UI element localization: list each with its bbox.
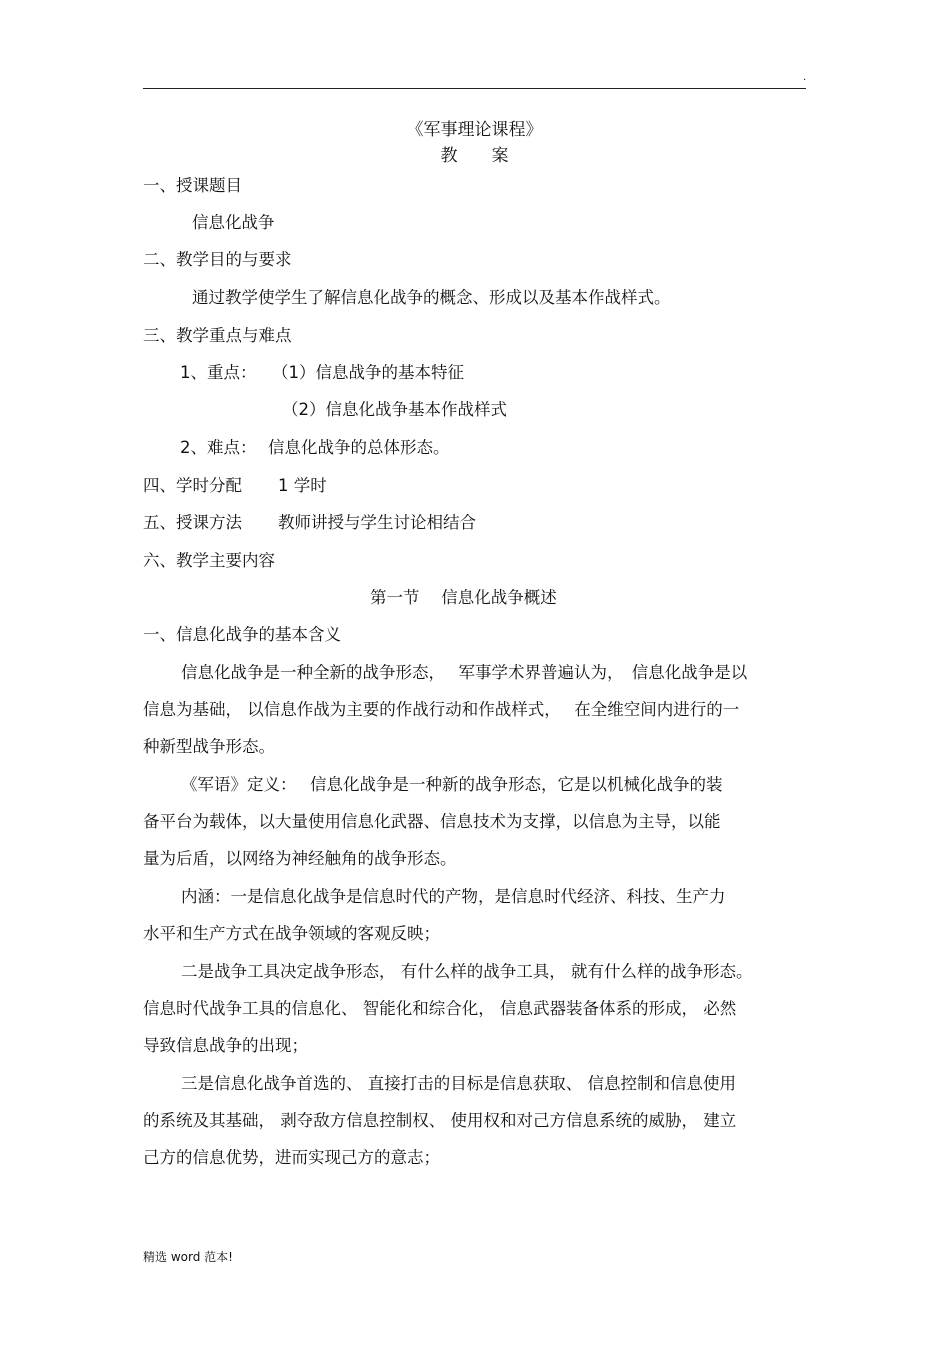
paragraph-line: 《军语》定义： 信息化战争是一种新的战争形态，它是以机械化战争的装	[181, 775, 723, 794]
section-title: 第一节 信息化战争概述	[370, 588, 557, 607]
heading-topic: 一、授课题目	[143, 176, 242, 195]
heading-method: 五、授课方法	[143, 513, 242, 532]
paragraph-line: 二是战争工具决定战争形态， 有什么样的战争工具， 就有什么样的战争形态。	[181, 962, 753, 981]
paragraph-line: 信息化战争是一种全新的战争形态， 军事学术界普遍认为， 信息化战争是以	[181, 663, 748, 682]
paragraph-line: 三是信息化战争首选的、 直接打击的目标是信息获取、 信息控制和信息使用	[181, 1074, 736, 1093]
heading-key-points: 三、教学重点与难点	[143, 326, 292, 345]
heading-main-content: 六、教学主要内容	[143, 551, 275, 570]
paragraph-line: 导致信息战争的出现；	[143, 1036, 308, 1055]
paragraph-line: 信息时代战争工具的信息化、 智能化和综合化， 信息武器装备体系的形成， 必然	[143, 999, 737, 1018]
course-title: 《军事理论课程》	[406, 120, 543, 140]
key-point-item-2: （2）信息化战争基本作战样式	[282, 400, 507, 419]
heading-objectives: 二、教学目的与要求	[143, 250, 292, 269]
key-points-label: 1、重点：	[180, 363, 257, 382]
document-type-title: 教 案	[440, 146, 509, 166]
paragraph-line: 信息为基础， 以信息作战为主要的作战行动和作战样式， 在全维空间内进行的一	[143, 700, 740, 719]
objectives-content: 通过教学使学生了解信息化战争的概念、形成以及基本作战样式。	[192, 288, 671, 307]
section-subheading: 一、信息化战争的基本含义	[143, 625, 341, 644]
difficulty-label: 2、难点：	[180, 438, 257, 457]
paragraph-line: 量为后盾，以网络为神经触角的战争形态。	[143, 849, 457, 868]
paragraph-line: 的系统及其基础， 剥夺敌方信息控制权、 使用权和对己方信息系统的威胁， 建立	[143, 1111, 737, 1130]
footer-text: 精选 word 范本!	[143, 1250, 233, 1264]
key-point-item-1: （1）信息战争的基本特征	[272, 363, 464, 382]
paragraph-line: 内涵：一是信息化战争是信息时代的产物，是信息时代经济、科技、生产力	[181, 887, 726, 906]
header-mark: .	[803, 72, 807, 83]
header-divider	[143, 88, 806, 89]
paragraph-line: 备平台为载体，以大量使用信息化武器、信息技术为支撑，以信息为主导，以能	[143, 812, 721, 831]
difficulty-content: 信息化战争的总体形态。	[268, 438, 450, 457]
topic-content: 信息化战争	[192, 213, 275, 232]
paragraph-line: 种新型战争形态。	[143, 737, 275, 756]
class-hours-content: 1 学时	[278, 476, 327, 495]
paragraph-line: 己方的信息优势，进而实现己方的意志；	[143, 1148, 440, 1167]
paragraph-line: 水平和生产方式在战争领域的客观反映；	[143, 924, 440, 943]
method-content: 教师讲授与学生讨论相结合	[278, 513, 476, 532]
heading-class-hours: 四、学时分配	[143, 476, 242, 495]
